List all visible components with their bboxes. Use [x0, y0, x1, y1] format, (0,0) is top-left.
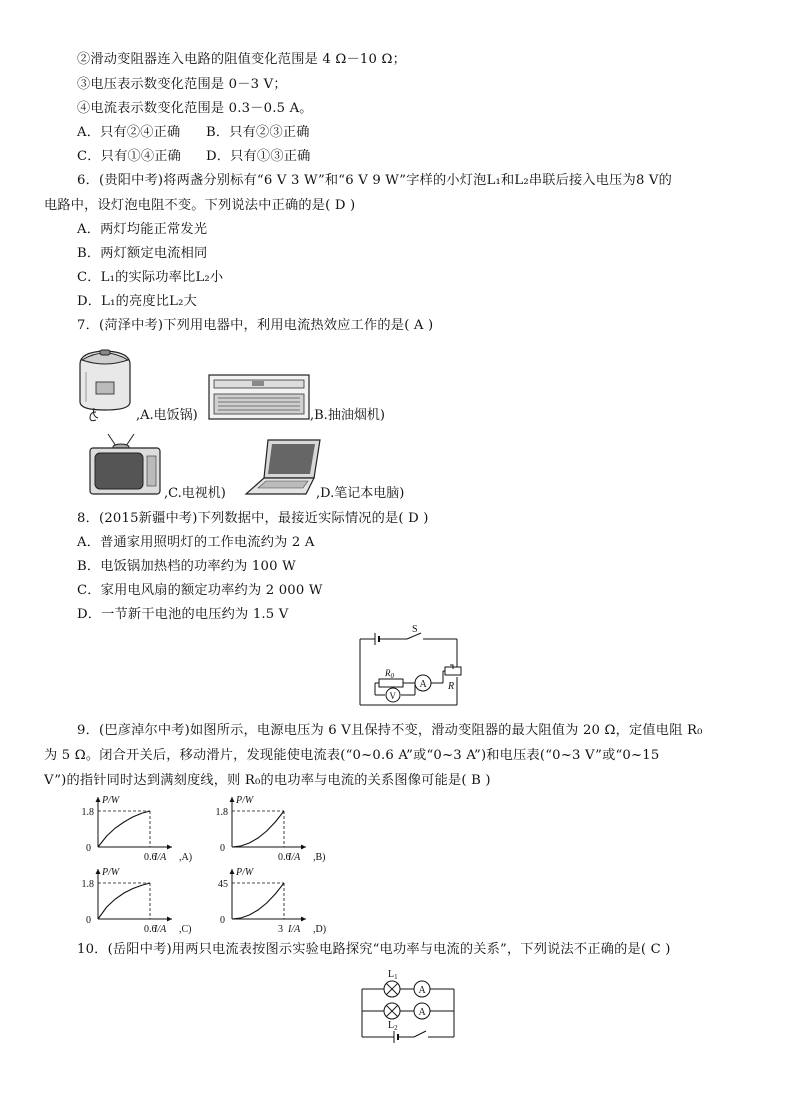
x-tick-label: 0.6 — [144, 852, 157, 863]
option-tail: ,B) — [313, 852, 326, 863]
caption-b: ,B.抽油烟机) — [310, 408, 385, 423]
rice-cooker-image — [74, 342, 136, 422]
x-tick-label: 3 — [278, 924, 283, 935]
y-axis-arrow — [96, 869, 101, 874]
y-axis-label: P/W — [236, 867, 254, 878]
x-tick-label: 0.6 — [278, 852, 291, 863]
origin-label: 0 — [86, 915, 91, 926]
y-tick-label: 1.8 — [81, 879, 94, 890]
origin-label: 0 — [86, 843, 91, 854]
y-axis-label: P/W — [102, 795, 120, 806]
y-axis-arrow — [96, 797, 101, 802]
data-curve — [232, 811, 284, 847]
ammeter-1-label: A — [418, 985, 426, 996]
y-tick-label: 1.8 — [81, 807, 94, 818]
circuit-diagram-q10 — [358, 967, 462, 1047]
x-axis-arrow — [301, 845, 306, 850]
option-c: C．只有①④正确 — [77, 149, 182, 164]
laptop-image — [244, 438, 324, 498]
option-tail: ,A) — [179, 852, 193, 863]
y-tick-label: 45 — [218, 879, 228, 890]
graph-option-c — [72, 865, 202, 933]
statement-3: ③电压表示数变化范围是 0－3 V； — [77, 77, 287, 92]
x-axis-label: I/A — [154, 852, 167, 863]
statement-4: ④电流表示数变化范围是 0.3－0.5 A。 — [77, 101, 313, 116]
option-tail: ,D) — [313, 924, 327, 935]
q9-stem-line3: V”)的指针同时达到满刻度线，则 R₀的电功率与电流的关系图像可能是( B ) — [44, 773, 491, 788]
y-axis-arrow — [230, 869, 235, 874]
ammeter-label: A — [419, 679, 427, 690]
y-axis-arrow — [230, 797, 235, 802]
caption-c: ,C.电视机) — [164, 486, 226, 501]
origin-label: 0 — [220, 915, 225, 926]
q6-stem-line2: 电路中，设灯泡电阻不变。下列说法中正确的是( D ) — [44, 198, 356, 213]
q9-stem-line1: 9．(巴彦淖尔中考)如图所示，电源电压为 6 V且保持不变，滑动变阻器的最大阻值为 20 Ω，定值电阻 R₀ — [77, 723, 703, 738]
y-tick-label: 1.8 — [215, 807, 228, 818]
q8-option-d: D．一节新干电池的电压约为 1.5 V — [77, 607, 289, 622]
rheostat-label: R — [448, 681, 455, 692]
lamp-l1-label: $L_1$ — [388, 969, 398, 981]
q8-option-c: C．家用电风扇的额定功率约为 2 000 W — [77, 583, 323, 598]
switch-label: S — [412, 624, 418, 635]
x-axis-label: I/A — [288, 924, 301, 935]
q10-stem: 10．(岳阳中考)用两只电流表按图示实验电路探究“电功率与电流的关系”，下列说法不正确的是( C ) — [77, 942, 671, 957]
option-a: A．只有②④正确 — [77, 125, 181, 140]
circuit-diagram-q9 — [355, 624, 465, 711]
graph-option-a — [72, 793, 202, 861]
graph-option-d — [206, 865, 336, 933]
range-hood-image — [208, 374, 310, 420]
x-axis-label: I/A — [154, 924, 167, 935]
x-axis-arrow — [167, 917, 172, 922]
voltmeter-label: V — [389, 691, 396, 701]
q6-stem-line1: 6．(贵阳中考)将两盏分别标有“6 V 3 W”和“6 V 9 W”字样的小灯泡L₁和L₂串联后接入电压为8 V的 — [77, 173, 673, 188]
lamp-l2-label: $L_2$ — [388, 1020, 398, 1032]
data-curve — [98, 883, 150, 919]
y-axis-label: P/W — [102, 867, 120, 878]
q6-option-d: D．L₁的亮度比L₂大 — [77, 294, 197, 309]
caption-a: ,A.电饭锅) — [136, 408, 198, 423]
option-tail: ,C) — [179, 924, 192, 935]
statement-2: ②滑动变阻器连入电路的阻值变化范围是 4 Ω－10 Ω； — [77, 52, 406, 67]
q6-option-c: C．L₁的实际功率比L₂小 — [77, 270, 224, 285]
r0-label: $R_0$ — [385, 668, 394, 680]
q6-option-b: B．两灯额定电流相同 — [77, 246, 208, 261]
q7-stem: 7．(菏泽中考)下列用电器中，利用电流热效应工作的是( A ) — [77, 318, 434, 333]
data-curve — [98, 811, 150, 847]
y-axis-label: P/W — [236, 795, 254, 806]
x-axis-label: I/A — [288, 852, 301, 863]
q9-stem-line2: 为 5 Ω。闭合开关后，移动滑片，发现能使电流表(“0~0.6 A”或“0~3 A”)和电压表(“0~3 V”或“0~15 — [44, 748, 660, 763]
q8-stem: 8．(2015新疆中考)下列数据中，最接近实际情况的是( D ) — [77, 511, 429, 526]
q8-option-b: B．电饭锅加热档的功率约为 100 W — [77, 559, 296, 574]
television-image — [86, 432, 164, 498]
q6-option-a: A．两灯均能正常发光 — [77, 222, 208, 237]
ammeter-2-label: A — [418, 1007, 426, 1018]
x-axis-arrow — [167, 845, 172, 850]
caption-d: ,D.笔记本电脑) — [316, 486, 405, 501]
x-tick-label: 0.6 — [144, 924, 157, 935]
data-curve — [232, 883, 284, 919]
q8-option-a: A．普通家用照明灯的工作电流约为 2 A — [77, 535, 315, 550]
x-axis-arrow — [301, 917, 306, 922]
option-b: B．只有②③正确 — [206, 125, 310, 140]
origin-label: 0 — [220, 843, 225, 854]
graph-option-b — [206, 793, 336, 861]
option-d: D．只有①③正确 — [206, 149, 311, 164]
